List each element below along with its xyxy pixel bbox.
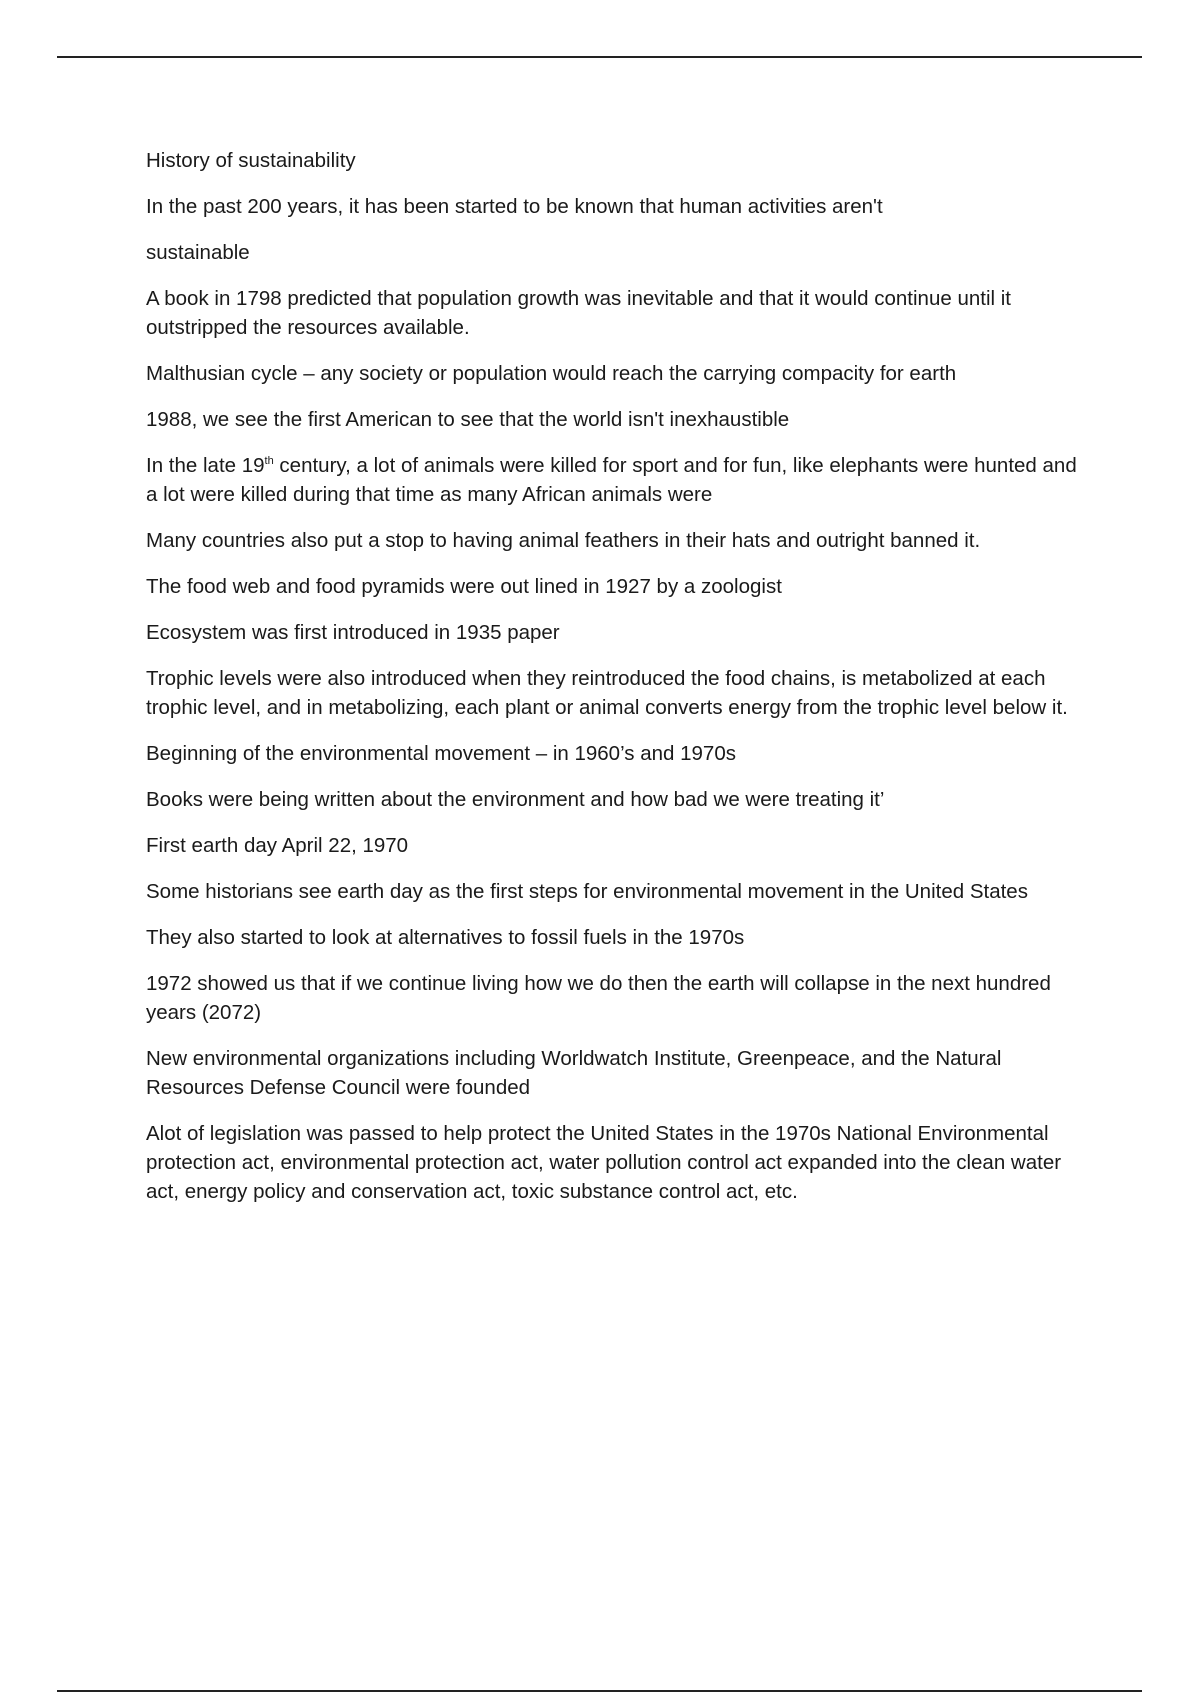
- paragraph: First earth day April 22, 1970: [146, 834, 409, 857]
- paragraph: Some historians see earth day as the first steps for environmental movement in the United States: [146, 880, 1028, 903]
- paragraph-text: century, a lot of animals were killed for sport and for fun, like elephants were hunted and a lot were killed during that time as many African animals were: [146, 454, 1077, 506]
- footer-rule: [57, 1690, 1142, 1692]
- header-rule: [57, 56, 1142, 58]
- paragraph-text: In the late 19: [146, 454, 265, 477]
- paragraph: sustainable: [146, 241, 250, 264]
- document-body: [146, 146, 1081, 1223]
- paragraph: Malthusian cycle – any society or population would reach the carrying compacity for earth: [146, 362, 957, 385]
- paragraph: Beginning of the environmental movement – in 1960’s and 1970s: [146, 742, 736, 765]
- superscript: th: [264, 455, 274, 468]
- paragraph: In the past 200 years, it has been started to be known that human activities aren't: [146, 195, 883, 218]
- paragraph: Ecosystem was first introduced in 1935 paper: [146, 621, 560, 644]
- paragraph: 1972 showed us that if we continue living how we do then the earth will collapse in the next hundred years (2072): [146, 972, 1051, 1024]
- paragraph: They also started to look at alternatives to fossil fuels in the 1970s: [146, 926, 745, 949]
- paragraph: Books were being written about the environment and how bad we were treating it’: [146, 788, 885, 811]
- document-title: History of sustainability: [146, 149, 356, 172]
- paragraph: The food web and food pyramids were out lined in 1927 by a zoologist: [146, 575, 782, 598]
- paragraph: 1988, we see the first American to see that the world isn't inexhaustible: [146, 408, 790, 431]
- paragraph: Alot of legislation was passed to help protect the United States in the 1970s National Environmental protection act, environmental protection act, water pollution control act expanded into the clean water act, energy policy and conservation act, toxic substance control act, etc.: [146, 1122, 1062, 1203]
- paragraph-19th-century: [146, 451, 1081, 509]
- paragraph: New environmental organizations including Worldwatch Institute, Greenpeace, and the Natural Resources Defense Council were founded: [146, 1047, 1002, 1099]
- paragraph: A book in 1798 predicted that population growth was inevitable and that it would continue until it outstripped the resources available.: [146, 287, 1011, 339]
- paragraph: Many countries also put a stop to having animal feathers in their hats and outright banned it.: [146, 529, 981, 552]
- paragraph: Trophic levels were also introduced when they reintroduced the food chains, is metabolized at each trophic level, and in metabolizing, each plant or animal converts energy from the trophic level below it.: [146, 667, 1068, 719]
